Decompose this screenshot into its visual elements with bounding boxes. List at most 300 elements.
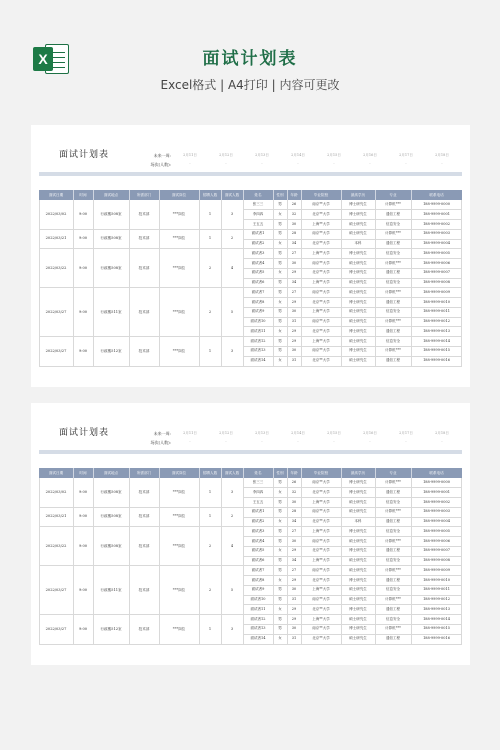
cell-phone: 188-9999-0001: [423, 489, 450, 494]
cell-sex: 男: [278, 538, 282, 543]
header-divider: [221, 468, 222, 478]
cell-age: 26: [291, 202, 297, 206]
column-header: 联系电话: [429, 471, 444, 475]
column-header: 最高学历: [350, 193, 366, 197]
group-interview: 3: [230, 626, 234, 631]
cell-sex: 男: [278, 289, 282, 294]
cell-school: 北京**大学: [312, 211, 330, 216]
cell-major: 通信工程: [386, 299, 400, 304]
cell-age: 29: [291, 616, 297, 621]
cell-phone: 188-9999-0011: [423, 309, 450, 314]
session-count: -: [225, 440, 227, 444]
group-place: 行政楼508室: [100, 212, 122, 216]
cell-name: 面试者1: [251, 231, 265, 236]
session-count: -: [369, 440, 371, 444]
column-header: 时间: [79, 471, 87, 475]
cell-sex: 男: [278, 319, 282, 324]
cell-major: 通信工程: [386, 358, 400, 363]
header-divider: [221, 190, 222, 200]
sheet-title: 面试计划表: [59, 428, 110, 438]
cell-sex: 男: [278, 338, 282, 343]
cell-sex: 女: [278, 211, 282, 216]
week-date: 2月15日: [327, 153, 341, 157]
cell-school: 北京**大学: [312, 577, 330, 582]
cell-major: 通信工程: [386, 606, 400, 611]
cell-phone: 188-9999-0001: [423, 211, 450, 216]
group-place: 行政楼508室: [100, 514, 122, 519]
column-header: 面试日期: [48, 193, 64, 197]
cell-sex: 男: [278, 528, 282, 533]
group-hire: 2: [208, 309, 212, 314]
cell-sex: 男: [278, 509, 282, 514]
group-date: 2022/03/22: [45, 265, 67, 270]
cell-name: 面试者11: [250, 606, 266, 611]
cell-school: 北京**大学: [312, 489, 330, 494]
group-interview: 2: [230, 236, 234, 241]
week-date: 2月18日: [435, 153, 449, 157]
cell-degree: 硕士研究生: [349, 597, 367, 602]
table-row: [39, 517, 462, 527]
cell-sex: 男: [278, 250, 282, 255]
week-date: 2月13日: [255, 153, 269, 157]
sessions-label: 场次(人数):: [150, 162, 171, 167]
group-dept: 技术部: [138, 587, 150, 592]
cell-major: 计算机***: [385, 319, 401, 324]
group-post: ***岗位: [172, 236, 186, 241]
column-header: 面试岗位: [171, 471, 187, 475]
week-date: 2月16日: [363, 153, 377, 157]
cell-school: 上海**大学: [312, 558, 330, 563]
cell-major: 计算机***: [385, 509, 401, 514]
cell-degree: 硕士研究生: [349, 567, 367, 572]
header-divider: [341, 190, 342, 200]
session-count: -: [369, 162, 371, 166]
cell-phone: 188-9999-0004: [423, 519, 450, 524]
separator-bar: [39, 172, 462, 176]
cell-school: 北京**大学: [312, 548, 330, 553]
cell-major: 通信工程: [386, 577, 400, 582]
cell-degree: 博士研究生: [349, 348, 367, 353]
cell-major: 计算机***: [385, 597, 401, 602]
group-place: 行政楼508室: [100, 265, 122, 270]
cell-degree: 硕士研究生: [349, 338, 367, 343]
cell-school: 上海**大学: [312, 616, 330, 621]
cell-name: 李四四: [252, 489, 264, 494]
cell-phone: 188-9999-0003: [423, 231, 450, 236]
cell-phone: 188-9999-0013: [423, 606, 450, 611]
cell-age: 30: [291, 309, 297, 314]
header-divider: [159, 468, 160, 478]
group-date: 2022/03/02: [45, 490, 67, 494]
group-date: 2022/03/21: [45, 236, 67, 241]
cell-phone: 188-9999-0008: [423, 558, 450, 563]
column-header: 姓名: [254, 193, 262, 197]
group-place: 行政楼511室: [100, 587, 122, 592]
cell-sex: 男: [278, 280, 282, 285]
sessions-label: 场次(人数):: [150, 440, 171, 445]
cell-sex: 男: [278, 221, 282, 226]
cell-major: 计算机***: [385, 480, 401, 484]
column-header: 面试人数: [224, 471, 240, 475]
cell-school: 南京**大学: [312, 289, 330, 294]
header-divider: [341, 468, 342, 478]
group-interview: 3: [230, 212, 234, 216]
cell-name: 面试者11: [250, 328, 266, 333]
group-hire: 1: [208, 212, 212, 216]
page-title: 面试计划表: [202, 49, 298, 69]
cell-age: 27: [291, 528, 297, 533]
week-label: 未来一周:: [153, 431, 171, 436]
cell-age: 26: [291, 480, 297, 484]
cell-phone: 188-9999-0011: [423, 587, 450, 592]
sheet-title: 面试计划表: [59, 150, 110, 160]
cell-school: 南京**大学: [312, 626, 330, 631]
cell-degree: 博士研究生: [349, 548, 367, 553]
group-place: 行政楼508室: [100, 543, 122, 548]
cell-age: 30: [291, 348, 297, 353]
cell-sex: 男: [278, 202, 282, 206]
header-divider: [287, 468, 288, 478]
cell-age: 32: [291, 211, 297, 216]
cell-age: 27: [291, 567, 297, 572]
cell-name: 面试者3: [251, 250, 265, 255]
cell-school: 上海**大学: [312, 309, 330, 314]
group-dept: 技术部: [138, 543, 150, 548]
cell-school: 南京**大学: [312, 567, 330, 572]
column-header: 所需部门: [136, 471, 152, 475]
cell-phone: 188-9999-0003: [423, 509, 450, 514]
cell-sex: 男: [278, 597, 282, 602]
cell-age: 27: [291, 250, 297, 255]
cell-degree: 硕士研究生: [349, 289, 367, 294]
cell-age: 31: [291, 358, 297, 363]
week-date: 2月11日: [183, 431, 197, 435]
group-interview: 3: [230, 348, 234, 353]
sessions-row: [175, 162, 460, 167]
cell-name: 王五五: [252, 221, 264, 226]
cell-degree: 博士研究生: [349, 480, 367, 484]
cell-phone: 188-9999-0005: [423, 250, 450, 255]
group-dept: 技术部: [138, 490, 150, 494]
cell-sex: 女: [278, 241, 282, 246]
session-count: -: [261, 162, 263, 166]
cell-age: 34: [291, 280, 297, 285]
cell-phone: 188-9999-0010: [423, 577, 450, 582]
table-row: [39, 220, 462, 230]
group-hire: 2: [208, 587, 212, 592]
cell-major: 信息安全: [386, 587, 400, 592]
cell-phone: 188-9999-0012: [423, 597, 450, 602]
cell-phone: 188-9999-0015: [423, 348, 450, 353]
cell-phone: 188-9999-0008: [423, 280, 450, 285]
table-row: [39, 556, 462, 566]
group-interview: 4: [230, 265, 234, 270]
cell-school: 上海**大学: [312, 280, 330, 285]
cell-degree: 硕士研究生: [349, 509, 367, 514]
week-date: 2月13日: [255, 431, 269, 435]
cell-name: 面试者3: [251, 528, 265, 533]
cell-school: 南京**大学: [312, 348, 330, 353]
column-header: 姓名: [254, 471, 262, 475]
cell-name: 张三三: [252, 480, 264, 484]
week-date: 2月12日: [219, 153, 233, 157]
week-dates-row: [175, 431, 460, 436]
cell-phone: 188-9999-0010: [423, 299, 450, 304]
group-place: 行政楼512室: [100, 626, 122, 631]
group-date: 2022/03/27: [45, 309, 67, 314]
group-post: ***岗位: [172, 212, 186, 216]
week-date: 2月14日: [291, 431, 305, 435]
cell-age: 29: [291, 577, 297, 582]
group-post: ***岗位: [172, 543, 186, 548]
cell-phone: 188-9999-0016: [423, 358, 450, 363]
week-date: 2月12日: [219, 431, 233, 435]
cell-school: 南京**大学: [312, 509, 330, 514]
group-interview: 2: [230, 514, 234, 519]
cell-age: 30: [291, 499, 297, 504]
cell-school: 上海**大学: [312, 250, 330, 255]
header-divider: [93, 190, 94, 200]
header-divider: [411, 190, 412, 200]
cell-sex: 女: [278, 519, 282, 524]
group-post: ***岗位: [172, 348, 186, 353]
cell-degree: 硕士研究生: [349, 616, 367, 621]
header-divider: [243, 468, 244, 478]
column-header: 面试日期: [48, 471, 64, 475]
cell-age: 32: [291, 489, 297, 494]
group-time: 9:00: [78, 587, 88, 592]
cell-sex: 女: [278, 636, 282, 641]
cell-phone: 188-9999-0007: [423, 270, 450, 275]
cell-sex: 男: [278, 309, 282, 314]
week-date: 2月16日: [363, 431, 377, 435]
group-date: 2022/03/02: [45, 212, 67, 216]
page-header: [0, 0, 500, 112]
cell-name: 面试者12: [250, 338, 266, 343]
cell-school: 北京**大学: [312, 241, 330, 246]
header-divider: [93, 468, 94, 478]
column-header: 性别: [276, 193, 284, 197]
cell-phone: 188-9999-0014: [423, 616, 450, 621]
separator-bar: [39, 450, 462, 454]
session-count: -: [441, 162, 443, 166]
cell-name: 面试者10: [250, 597, 266, 602]
session-count: -: [297, 162, 299, 166]
group-post: ***岗位: [172, 265, 186, 270]
group-interview: 4: [230, 543, 234, 548]
cell-age: 30: [291, 221, 297, 226]
cell-degree: 博士研究生: [349, 489, 367, 494]
page-subtitle: Excel格式 | A4打印 | 内容可更改: [160, 78, 340, 92]
group-dept: 技术部: [138, 626, 150, 631]
header-divider: [159, 190, 160, 200]
cell-age: 29: [291, 270, 297, 275]
group-date: 2022/03/27: [45, 348, 67, 353]
table-body: [39, 200, 462, 366]
group-interview: 3: [230, 490, 234, 494]
cell-age: 34: [291, 241, 297, 246]
cell-name: 面试者13: [250, 626, 266, 631]
cell-age: 29: [291, 606, 297, 611]
header-divider: [199, 190, 200, 200]
group-time: 9:00: [78, 626, 88, 631]
cell-major: 信息安全: [386, 338, 400, 343]
cell-phone: 188-9999-0012: [423, 319, 450, 324]
cell-major: 计算机***: [385, 231, 401, 236]
cell-major: 计算机***: [385, 260, 401, 265]
header-divider: [73, 190, 74, 200]
cell-degree: 硕士研究生: [349, 221, 367, 226]
cell-degree: 硕士研究生: [349, 358, 367, 363]
cell-name: 面试者2: [251, 241, 265, 246]
cell-school: 南京**大学: [312, 597, 330, 602]
session-count: -: [261, 440, 263, 444]
sheet-preview-2: [31, 403, 470, 665]
cell-name: 面试者9: [251, 309, 265, 314]
cell-age: 34: [291, 519, 297, 524]
group-dept: 技术部: [138, 309, 150, 314]
cell-degree: 硕士研究生: [349, 260, 367, 265]
cell-degree: 博士研究生: [349, 528, 367, 533]
group-place: 行政楼512室: [100, 348, 122, 353]
column-header: 面试人数: [224, 193, 240, 197]
column-header: 最高学历: [350, 471, 366, 475]
cell-age: 29: [291, 338, 297, 343]
cell-age: 34: [291, 558, 297, 563]
cell-age: 27: [291, 289, 297, 294]
cell-sex: 男: [278, 480, 282, 484]
cell-major: 信息安全: [386, 528, 400, 533]
cell-age: 30: [291, 260, 297, 265]
cell-phone: 188-9999-0007: [423, 548, 450, 553]
column-header: 招聘人数: [202, 471, 218, 475]
cell-sex: 男: [278, 231, 282, 236]
cell-major: 通信工程: [386, 241, 400, 246]
group-time: 9:00: [78, 514, 88, 519]
week-label: 未来一周:: [153, 153, 171, 158]
cell-major: 计算机***: [385, 202, 401, 206]
group-post: ***岗位: [172, 587, 186, 592]
header-divider: [375, 190, 376, 200]
sheet-preview-1: [31, 125, 470, 387]
group-hire: 1: [208, 490, 212, 494]
group-place: 行政楼508室: [100, 490, 122, 494]
cell-name: 面试者2: [251, 519, 265, 524]
cell-name: 面试者8: [251, 577, 265, 582]
cell-school: 南京**大学: [312, 538, 330, 543]
cell-name: 王五五: [252, 499, 264, 504]
group-time: 9:00: [78, 309, 88, 314]
cell-school: 南京**大学: [312, 260, 330, 265]
cell-school: 北京**大学: [312, 358, 330, 363]
column-header: 专业: [389, 193, 397, 197]
cell-age: 28: [291, 509, 297, 514]
session-count: -: [297, 440, 299, 444]
cell-school: 上海**大学: [312, 587, 330, 592]
cell-major: 信息安全: [386, 280, 400, 285]
cell-name: 面试者5: [251, 270, 265, 275]
cell-major: 信息安全: [386, 309, 400, 314]
group-interview: 5: [230, 587, 234, 592]
cell-degree: 硕士研究生: [349, 587, 367, 592]
cell-phone: 188-9999-0000: [423, 480, 450, 484]
cell-major: 信息安全: [386, 616, 400, 621]
cell-degree: 博士研究生: [349, 211, 367, 216]
week-date: 2月14日: [291, 153, 305, 157]
session-count: -: [189, 440, 191, 444]
cell-age: 31: [291, 597, 297, 602]
header-divider: [301, 190, 302, 200]
column-header: 所需部门: [136, 193, 152, 197]
table-body: [39, 478, 462, 644]
group-hire: 1: [208, 514, 212, 519]
cell-major: 计算机***: [385, 538, 401, 543]
header-divider: [273, 190, 274, 200]
group-date: 2022/03/21: [45, 514, 67, 519]
cell-sex: 男: [278, 587, 282, 592]
table-header: [39, 190, 462, 200]
cell-major: 通信工程: [386, 548, 400, 553]
cell-name: 面试者14: [250, 358, 266, 363]
group-dept: 技术部: [138, 212, 150, 216]
cell-degree: 本科: [354, 519, 362, 524]
cell-degree: 博士研究生: [349, 202, 367, 206]
cell-degree: 硕士研究生: [349, 558, 367, 563]
group-place: 行政楼508室: [100, 236, 122, 241]
cell-degree: 博士研究生: [349, 577, 367, 582]
session-count: -: [225, 162, 227, 166]
cell-phone: 188-9999-0014: [423, 338, 450, 343]
cell-degree: 博士研究生: [349, 299, 367, 304]
cell-phone: 188-9999-0000: [423, 202, 450, 206]
cell-sex: 男: [278, 348, 282, 353]
group-time: 9:00: [78, 348, 88, 353]
group-dept: 技术部: [138, 236, 150, 241]
cell-phone: 188-9999-0004: [423, 241, 450, 246]
cell-sex: 女: [278, 299, 282, 304]
group-post: ***岗位: [172, 626, 186, 631]
group-hire: 2: [208, 265, 212, 270]
cell-major: 通信工程: [386, 519, 400, 524]
cell-school: 上海**大学: [312, 338, 330, 343]
cell-age: 29: [291, 548, 297, 553]
table-row: [39, 327, 462, 337]
group-post: ***岗位: [172, 309, 186, 314]
header-divider: [243, 190, 244, 200]
cell-school: 北京**大学: [312, 299, 330, 304]
cell-major: 计算机***: [385, 626, 401, 631]
cell-sex: 女: [278, 328, 282, 333]
column-header: 面试地点: [103, 193, 119, 197]
column-header: 年龄: [290, 193, 298, 197]
cell-degree: 博士研究生: [349, 606, 367, 611]
cell-name: 张三三: [252, 202, 264, 206]
cell-sex: 女: [278, 489, 282, 494]
group-date: 2022/03/22: [45, 543, 67, 548]
group-time: 9:00: [78, 212, 88, 216]
cell-major: 通信工程: [386, 328, 400, 333]
table-row: [39, 634, 462, 644]
cell-school: 北京**大学: [312, 636, 330, 641]
week-date: 2月11日: [183, 153, 197, 157]
header-divider: [301, 468, 302, 478]
group-dept: 技术部: [138, 265, 150, 270]
group-time: 9:00: [78, 543, 88, 548]
cell-school: 北京**大学: [312, 519, 330, 524]
cell-degree: 博士研究生: [349, 250, 367, 255]
cell-age: 28: [291, 231, 297, 236]
cell-school: 上海**大学: [312, 221, 330, 226]
